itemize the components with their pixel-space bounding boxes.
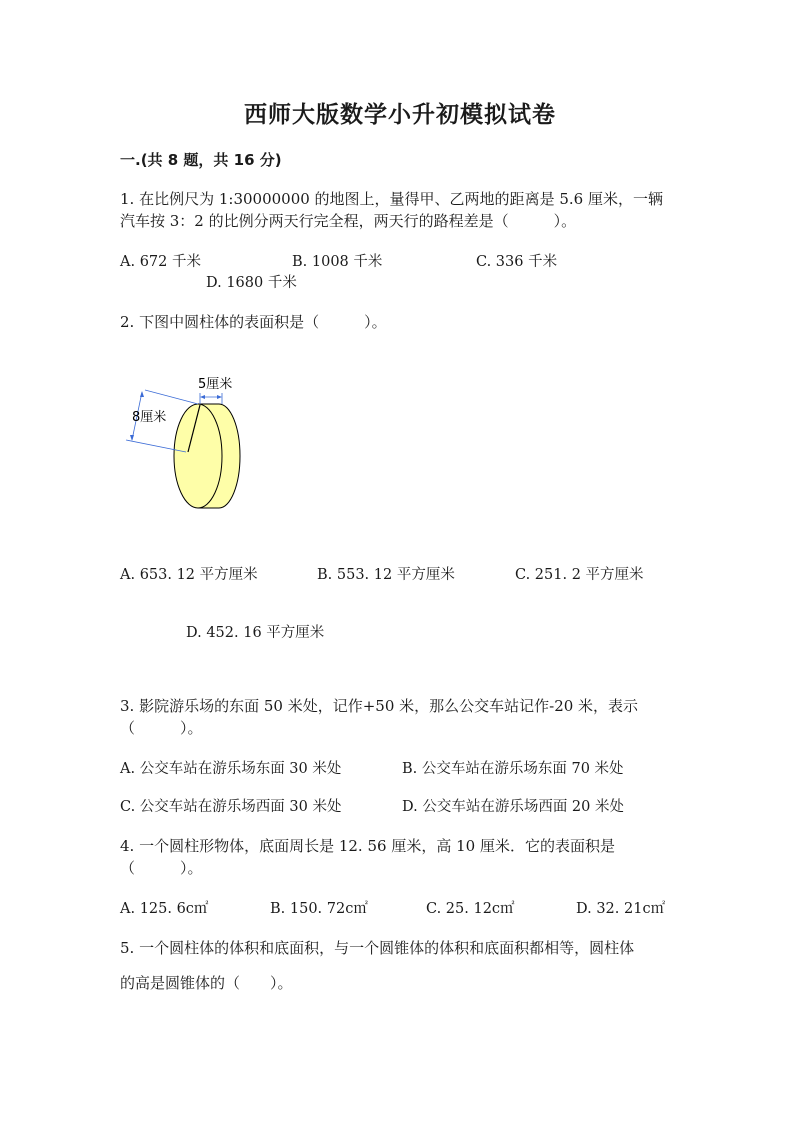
cylinder-figure xyxy=(120,360,260,520)
question-1-option-b[interactable]: B. 1008 千米 xyxy=(292,254,383,270)
section-heading: 一.(共 8 题，共 16 分) xyxy=(120,151,282,169)
question-5-line-2: 的高是圆锥体的（ ）。 xyxy=(120,974,293,992)
question-3-option-a[interactable]: A. 公交车站在游乐场东面 30 米处 xyxy=(120,761,342,777)
question-2-option-a[interactable]: A. 653. 12 平方厘米 xyxy=(120,567,258,583)
question-4-option-a[interactable]: A. 125. 6c㎡ xyxy=(120,901,209,917)
question-1-option-a[interactable]: A. 672 千米 xyxy=(120,254,201,270)
question-2-option-d[interactable]: D. 452. 16 平方厘米 xyxy=(186,625,325,641)
question-2-option-c[interactable]: C. 251. 2 平方厘米 xyxy=(515,567,644,583)
question-1-option-c[interactable]: C. 336 千米 xyxy=(476,254,558,270)
question-3-option-c[interactable]: C. 公交车站在游乐场西面 30 米处 xyxy=(120,799,342,815)
diameter-label: 8厘米 xyxy=(132,410,167,425)
cylinder-front-face xyxy=(174,404,222,508)
question-1-line-1: 1. 在比例尺为 1:30000000 的地图上，量得甲、乙两地的距离是 5.6 厘米，一辆 xyxy=(120,190,663,208)
height-label: 5厘米 xyxy=(198,377,233,392)
question-4-line-2: （ ）。 xyxy=(120,859,203,877)
question-2-option-b[interactable]: B. 553. 12 平方厘米 xyxy=(317,567,455,583)
question-4-option-d[interactable]: D. 32. 21c㎡ xyxy=(576,901,666,917)
question-1-option-d[interactable]: D. 1680 千米 xyxy=(206,275,297,291)
question-4-option-c[interactable]: C. 25. 12c㎡ xyxy=(426,901,515,917)
question-2-line-1: 2. 下图中圆柱体的表面积是（ ）。 xyxy=(120,313,387,331)
question-3-option-d[interactable]: D. 公交车站在游乐场西面 20 米处 xyxy=(402,799,624,815)
question-3-option-b[interactable]: B. 公交车站在游乐场东面 70 米处 xyxy=(402,761,624,777)
question-1-line-2: 汽车按 3：2 的比例分两天行完全程，两天行的路程差是（ ）。 xyxy=(120,212,577,230)
question-4-option-b[interactable]: B. 150. 72c㎡ xyxy=(270,901,368,917)
question-3-line-2: （ ）。 xyxy=(120,719,203,737)
question-4-line-1: 4. 一个圆柱形物体，底面周长是 12. 56 厘米，高 10 厘米．它的表面积是 xyxy=(120,837,615,855)
question-5-line-1: 5. 一个圆柱体的体积和底面积，与一个圆锥体的体积和底面积都相等，圆柱体 xyxy=(120,939,635,957)
question-3-line-1: 3. 影院游乐场的东面 50 米处，记作+50 米，那么公交车站记作-20 米，表示 xyxy=(120,697,639,715)
page-title: 西师大版数学小升初模拟试卷 xyxy=(244,102,556,128)
